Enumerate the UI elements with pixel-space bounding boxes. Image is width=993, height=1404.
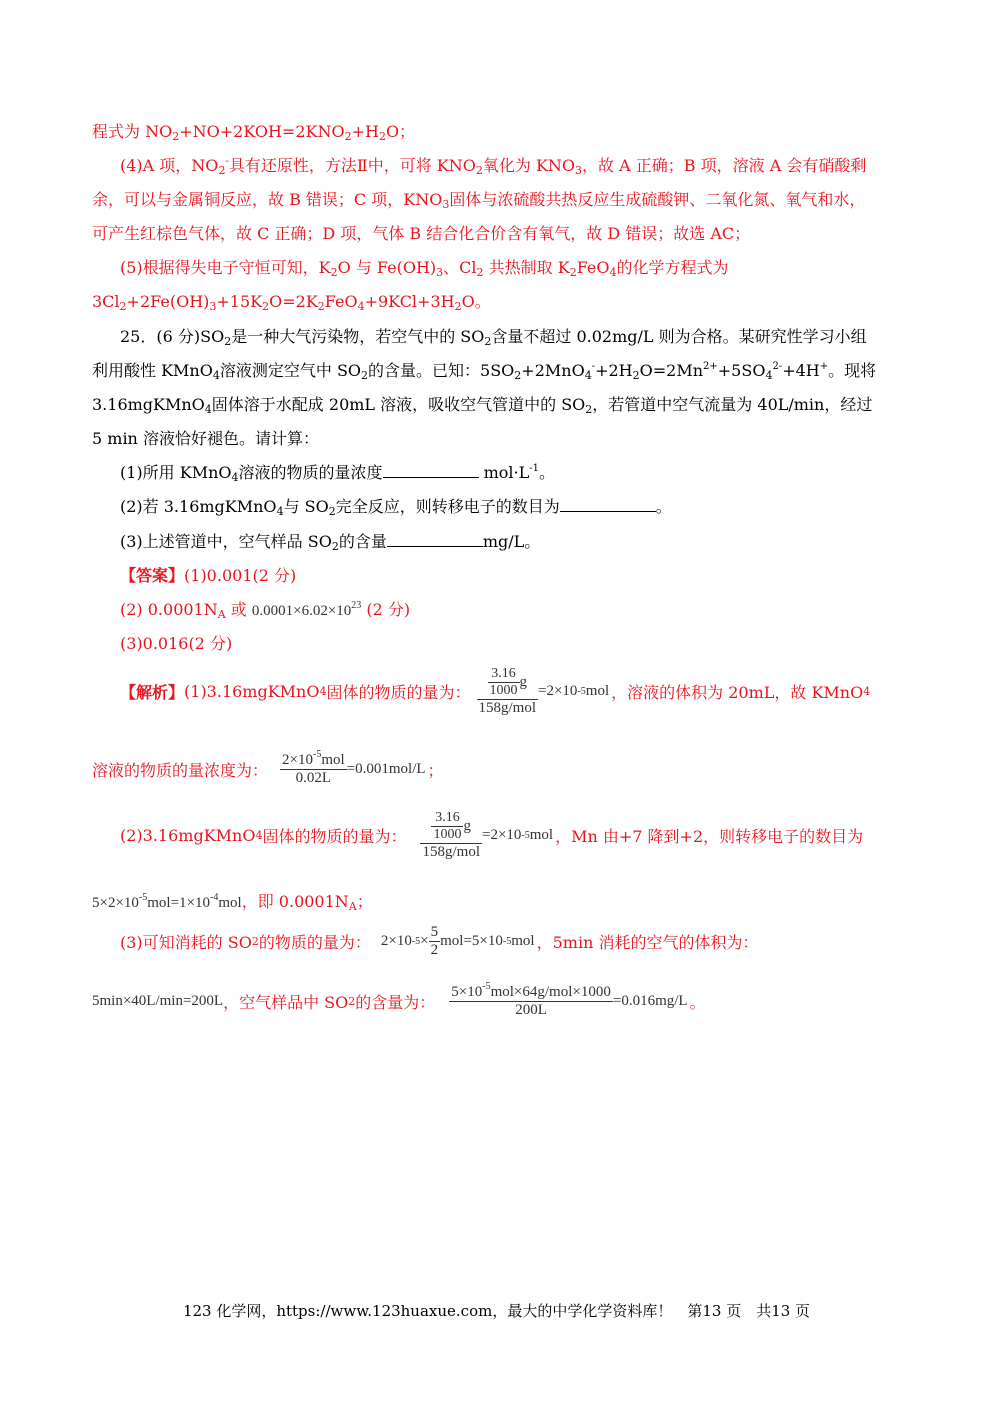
page-footer: 123 化学网，https://www.123huaxue.com，最大的中学化学资料库！ 第13 页 共13 页 [182,1302,811,1320]
question-line: 3.16mgKMnO$_4$固体溶于水配成 20mL 溶液，吸收空气管道中的 $SO_2$，若管道中空气流量为 40L/min，经过 [92,395,873,416]
answer-blank [560,497,656,512]
question-line: 25．(6 分)$SO_2$是一种大气污染物，若空气中的 $SO_2$含量不超过 0.02mg/L 则为合格。某研究性学习小组 [120,327,867,348]
explanation-line: (3)可知消耗的 SO 2 的物质的量为： 2×10 -5 × $\frac{5}{2}$ mol=5×10 -5 mol ，5min 消耗的空气的体积为： [120,924,759,958]
explanation-line: 溶液的物质的量浓度为： $\frac{2\times 10^{-5}mol}{0.02L}$ =0.001mol/L ； [92,749,444,786]
formula: 5min×40L/min=200L [92,993,224,1009]
question-line: 利用酸性 KMnO$_4$溶液测定空气中 $SO_2$的含量。已知：$5SO_2+2MnO_4^-+2H_2O=2Mn^{2+}+5SO_4^{2-}+4H^+$。现将 [92,361,877,382]
explanation-line: 【解析】 (1)3.16mgKMnO 4 固体的物质的量为： $\frac{3.16}{1000}$ g 158g/mol =2×10 -5 mol ，溶液的体积为 20mL，故 KMnO 4 [120,666,871,716]
explanation-tag: 【解析】 [120,683,185,702]
text-line: $3Cl_2+2Fe(OH)_3+15K_2O=2K_2FeO_4+9KCl+3H_2O$。 [92,292,491,313]
question-line: 5 min 溶液恰好褪色。请计算： [92,429,319,448]
question-line: (3)上述管道中，空气样品 $SO_2$的含量 mg/L。 [120,532,541,553]
formula: $\frac{3.16}{1000}$ g 158g/mol =2×10 -5 mol [422,810,554,860]
formula: $\frac{2\times 10^{-5}mol}{0.02L}$ =0.001mol/L [282,749,426,786]
answer-line: 【答案】(1)0.001(2 分) [120,566,297,585]
text-line: 可产生红棕色气体，故 C 正确；D 项，气体 B 结合化合价含有氧气，故 D 错误；故选 AC； [92,224,751,243]
explanation-line: $5\times 2\times 10^{-5}mol=1\times 10^{-4}mol$，即 $0.0001N_A$； [92,892,373,913]
question-line: (1)所用 KMnO$_4$溶液的物质的量浓度 $mol\cdot L^{-1}$。 [120,463,556,484]
formula: $\frac{3.16}{1000}$ g 158g/mol =2×10 -5 mol [478,666,610,716]
formula: $\frac{5\times 10^{-5}mol\times 64g/mol\times 1000}{200L}$ =0.016mg/L [451,981,688,1018]
question-line: (2)若 3.16mgKMnO$_4$与 $SO_2$完全反应，则转移电子的数目为 。 [120,497,672,518]
answer-blank [383,463,479,478]
answer-blank [387,532,483,547]
text-line: 余，可以与金属铜反应，故 B 错误；C 项，$KNO_3$固体与浓硫酸共热反应生成硫酸钾、二氧化氮、氧气和水， [92,190,866,211]
explanation-line: 5min×40L/min=200L ，空气样品中 SO 2 的含量为： $\frac{5\times 10^{-5}mol\times 64g/mol\times 1000}{200L}$ =0.016mg/L 。 [92,981,706,1018]
formula: 2×10 -5 × $\frac{5}{2}$ mol=5×10 -5 mol [380,924,535,958]
answer-tag: 【答案】 [120,566,185,585]
answer-line: (3)0.016(2 分) [120,634,233,653]
explanation-line: (2)3.16mgKMnO 4 固体的物质的量为： $\frac{3.16}{1000}$ g 158g/mol =2×10 -5 mol ，Mn 由+7 降到+2，则转移电子的数目为 [120,810,864,860]
text-line: 程式为 $NO_2+NO+2KOH=2KNO_2+H_2O$； [92,122,416,143]
text-line: (5)根据得失电子守恒可知，$K_2O$ 与 $Fe(OH)_3$、$Cl_2$ 共热制取 $K_2FeO_4$的化学方程式为 [120,258,729,279]
answer-line: (2) $0.0001N_A$ 或 $0.0001\times 6.02\times 10^{23}$ (2 分) [120,600,411,621]
formula: $5\times 2\times 10^{-5}mol=1\times 10^{-4}mol$ [92,892,242,911]
text-line: (4)A 项，$NO_2^-$具有还原性，方法Ⅱ中，可将 $KNO_2$氧化为 $KNO_3$，故 A 正确；B 项，溶液 A 会有硝酸剩 [120,156,867,177]
